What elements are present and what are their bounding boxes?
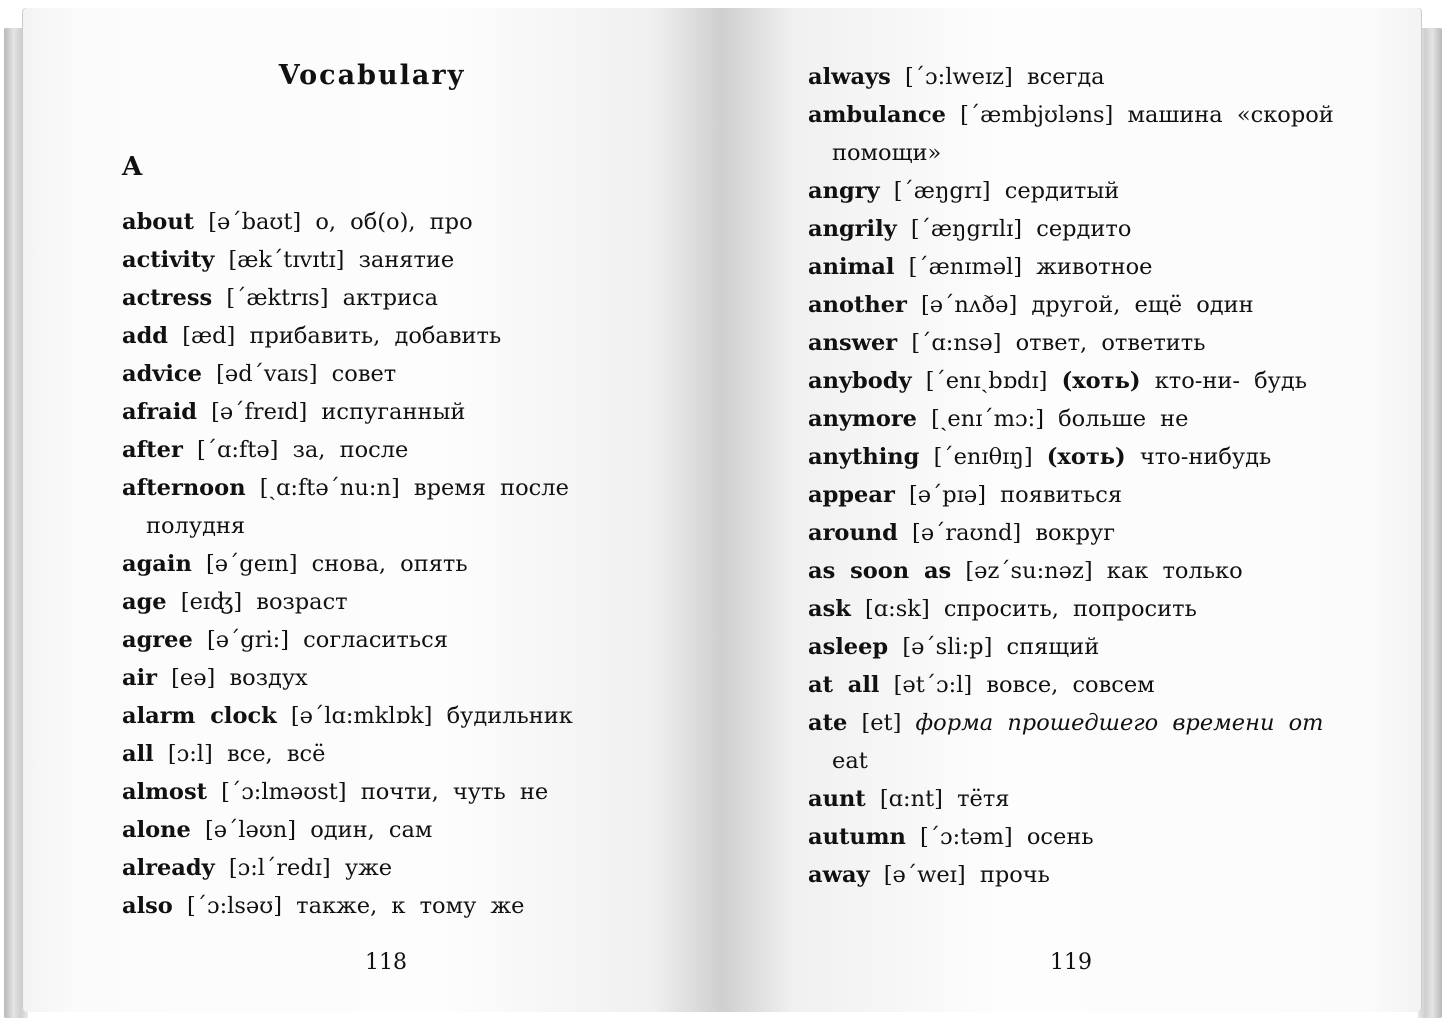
headword: all xyxy=(122,741,154,767)
translation: что-нибудь xyxy=(1139,444,1272,470)
translation: животное xyxy=(1036,254,1153,280)
translation: также, к тому же xyxy=(296,893,525,919)
left-page xyxy=(22,8,722,1012)
headword: another xyxy=(808,292,907,318)
headword: air xyxy=(122,665,157,691)
translation: воздух xyxy=(229,665,308,691)
vocab-entry xyxy=(122,697,682,735)
translation: согласиться xyxy=(303,627,448,653)
vocab-entry xyxy=(122,621,682,659)
headword: actress xyxy=(122,285,213,311)
vocab-entry xyxy=(808,476,1368,514)
vocab-entry xyxy=(808,704,1368,780)
vocab-entry xyxy=(122,241,682,279)
headword: aunt xyxy=(808,786,866,812)
vocab-entry xyxy=(122,887,682,925)
vocab-entry xyxy=(808,324,1368,362)
headword: ambulance xyxy=(808,102,946,128)
pronunciation: [əˊgri:] xyxy=(206,627,290,653)
vocab-entry xyxy=(122,811,682,849)
pronunciation: [əˊsli:p] xyxy=(902,634,993,660)
vocab-entry xyxy=(808,286,1368,324)
pronunciation: [ækˊtɪvɪtɪ] xyxy=(228,247,345,273)
vocab-entry xyxy=(808,590,1368,628)
pronunciation: [æd] xyxy=(182,323,236,349)
pronunciation: [et] xyxy=(861,710,902,736)
page-number-left: 118 xyxy=(365,950,407,975)
pronunciation: [ˊɔ:lsəʊ] xyxy=(186,893,282,919)
pronunciation: [ədˊvaɪs] xyxy=(216,361,318,387)
translation: другой, ещё один xyxy=(1031,292,1254,318)
headword: ate xyxy=(808,710,848,736)
translation: кто-ни- будь xyxy=(1154,368,1307,394)
vocab-entry xyxy=(808,58,1368,96)
pronunciation: [əˊnʌðə] xyxy=(921,292,1018,318)
translation: тётя xyxy=(957,786,1010,812)
translation: спросить, попросить xyxy=(943,596,1197,622)
headword: advice xyxy=(122,361,202,387)
vocab-entry xyxy=(122,849,682,887)
pronunciation: [ˊæktrɪs] xyxy=(226,285,329,311)
translation: актриса xyxy=(342,285,438,311)
vocab-entry xyxy=(122,735,682,773)
vocab-entry xyxy=(122,545,682,583)
page-number-right: 119 xyxy=(1050,950,1092,975)
translation: машина «скорой помощи» xyxy=(832,102,1334,166)
pronunciation: [ˊæŋgrɪlɪ] xyxy=(910,216,1023,242)
translation: прочь xyxy=(979,862,1050,888)
translation: время после полудня xyxy=(146,475,569,539)
vocab-entry xyxy=(122,431,682,469)
headword: at all xyxy=(808,672,880,698)
vocab-entry xyxy=(122,355,682,393)
translation: появиться xyxy=(1000,482,1123,508)
headword: age xyxy=(122,589,167,615)
pronunciation: [eɪʤ] xyxy=(180,589,243,615)
pronunciation: [ɑ:sk] xyxy=(865,596,930,622)
headword: away xyxy=(808,862,870,888)
translation: снова, опять xyxy=(311,551,468,577)
headword: alone xyxy=(122,817,191,843)
headword: anything xyxy=(808,444,920,470)
translation: уже xyxy=(344,855,393,881)
pronunciation: [ˊɔ:təm] xyxy=(920,824,1013,850)
translation: вокруг xyxy=(1035,520,1116,546)
vocab-entry xyxy=(808,210,1368,248)
vocab-entry xyxy=(808,362,1368,400)
vocab-entry xyxy=(122,773,682,811)
vocab-entry xyxy=(808,666,1368,704)
vocab-entry xyxy=(808,628,1368,666)
vocab-entry xyxy=(122,279,682,317)
translation: как только xyxy=(1106,558,1243,584)
vocab-entry xyxy=(808,248,1368,286)
pronunciation: [ˊɔ:lməʊst] xyxy=(221,779,347,805)
pronunciation: [ɔ:lˊredɪ] xyxy=(228,855,331,881)
translation-note: форма прошедшего времени от xyxy=(915,710,1324,736)
pronunciation: [ɑ:nt] xyxy=(879,786,943,812)
section-letter: A xyxy=(122,152,143,182)
translation: сердито xyxy=(1036,216,1132,242)
pronunciation: [əˊweɪ] xyxy=(883,862,966,888)
vocabulary-list-right xyxy=(808,58,1368,894)
headword: already xyxy=(122,855,215,881)
pronunciation: [ˏenɪˊmɔ:] xyxy=(931,406,1044,432)
vocab-entry xyxy=(122,393,682,431)
vocab-entry xyxy=(122,203,682,241)
pronunciation: [ˊenɪˏbɒdɪ] xyxy=(925,368,1048,394)
headword: alarm clock xyxy=(122,703,277,729)
vocab-entry xyxy=(808,96,1368,172)
translation: о, об(о), про xyxy=(315,209,473,235)
translation: за, после xyxy=(292,437,409,463)
translation: сердитый xyxy=(1004,178,1120,204)
pronunciation: [eə] xyxy=(171,665,216,691)
vocab-entry xyxy=(808,438,1368,476)
headword: always xyxy=(808,64,891,90)
pronunciation: [ˊɔ:lweɪz] xyxy=(904,64,1013,90)
pronunciation: [ˊæŋgrɪ] xyxy=(893,178,991,204)
headword: asleep xyxy=(808,634,889,660)
translation: всегда xyxy=(1026,64,1105,90)
translation: вовсе, совсем xyxy=(986,672,1155,698)
translation: совет xyxy=(331,361,397,387)
headword: about xyxy=(122,209,195,235)
translation-qualifier: (хоть) xyxy=(1061,368,1141,394)
translation: осень xyxy=(1026,824,1094,850)
headword: anymore xyxy=(808,406,917,432)
vocab-entry xyxy=(808,818,1368,856)
headword: appear xyxy=(808,482,895,508)
vocab-entry xyxy=(808,400,1368,438)
headword: almost xyxy=(122,779,208,805)
headword: ask xyxy=(808,596,851,622)
headword: after xyxy=(122,437,183,463)
right-page xyxy=(722,8,1422,1012)
headword: angrily xyxy=(808,216,897,242)
pronunciation: [əˊfreɪd] xyxy=(211,399,308,425)
pronunciation: [əˊlɑ:mklɒk] xyxy=(290,703,433,729)
translation-qualifier: (хоть) xyxy=(1046,444,1126,470)
headword: angry xyxy=(808,178,880,204)
pronunciation: [əˊraʊnd] xyxy=(912,520,1022,546)
vocab-entry xyxy=(808,514,1368,552)
pronunciation: [ˊɑ:ftə] xyxy=(196,437,279,463)
translation: прибавить, добавить xyxy=(249,323,502,349)
translation: один, сам xyxy=(310,817,433,843)
pronunciation: [ɔ:l] xyxy=(167,741,213,767)
vocab-entry xyxy=(122,317,682,355)
vocab-entry xyxy=(808,172,1368,210)
vocab-entry xyxy=(808,856,1368,894)
pronunciation: [ˊænɪməl] xyxy=(908,254,1023,280)
pronunciation: [əˊgeɪn] xyxy=(205,551,298,577)
pronunciation: [ˏɑ:ftəˊnu:n] xyxy=(259,475,400,501)
pronunciation: [ˊɑ:nsə] xyxy=(911,330,1002,356)
pronunciation: [əzˊsu:nəz] xyxy=(965,558,1093,584)
pronunciation: [əˊləʊn] xyxy=(204,817,297,843)
translation: испуганный xyxy=(321,399,466,425)
headword: autumn xyxy=(808,824,906,850)
vocab-entry xyxy=(808,780,1368,818)
vocabulary-list-left xyxy=(122,203,682,925)
vocab-entry xyxy=(122,659,682,697)
pronunciation: [ˊæmbjʊləns] xyxy=(960,102,1114,128)
translation: возраст xyxy=(256,589,348,615)
vocab-entry xyxy=(122,583,682,621)
translation: больше не xyxy=(1058,406,1189,432)
pronunciation: [əˊbaʊt] xyxy=(208,209,302,235)
vocab-entry xyxy=(808,552,1368,590)
headword: agree xyxy=(122,627,193,653)
translation: спящий xyxy=(1006,634,1100,660)
headword: afternoon xyxy=(122,475,246,501)
translation: почти, чуть не xyxy=(360,779,549,805)
headword: afraid xyxy=(122,399,197,425)
translation: все, всё xyxy=(226,741,326,767)
translation: занятие xyxy=(358,247,455,273)
translation: будильник xyxy=(446,703,573,729)
pronunciation: [ətˊɔ:l] xyxy=(893,672,973,698)
headword: answer xyxy=(808,330,898,356)
vocab-entry xyxy=(122,469,682,545)
headword: activity xyxy=(122,247,215,273)
headword: as soon as xyxy=(808,558,952,584)
headword: add xyxy=(122,323,169,349)
pronunciation: [əˊpɪə] xyxy=(908,482,986,508)
headword: again xyxy=(122,551,192,577)
translation: eat xyxy=(832,748,868,774)
headword: around xyxy=(808,520,898,546)
headword: also xyxy=(122,893,173,919)
translation: ответ, ответить xyxy=(1015,330,1206,356)
headword: anybody xyxy=(808,368,912,394)
headword: animal xyxy=(808,254,895,280)
pronunciation: [ˊenɪθɪŋ] xyxy=(933,444,1033,470)
page-title: Vocabulary xyxy=(278,60,466,91)
